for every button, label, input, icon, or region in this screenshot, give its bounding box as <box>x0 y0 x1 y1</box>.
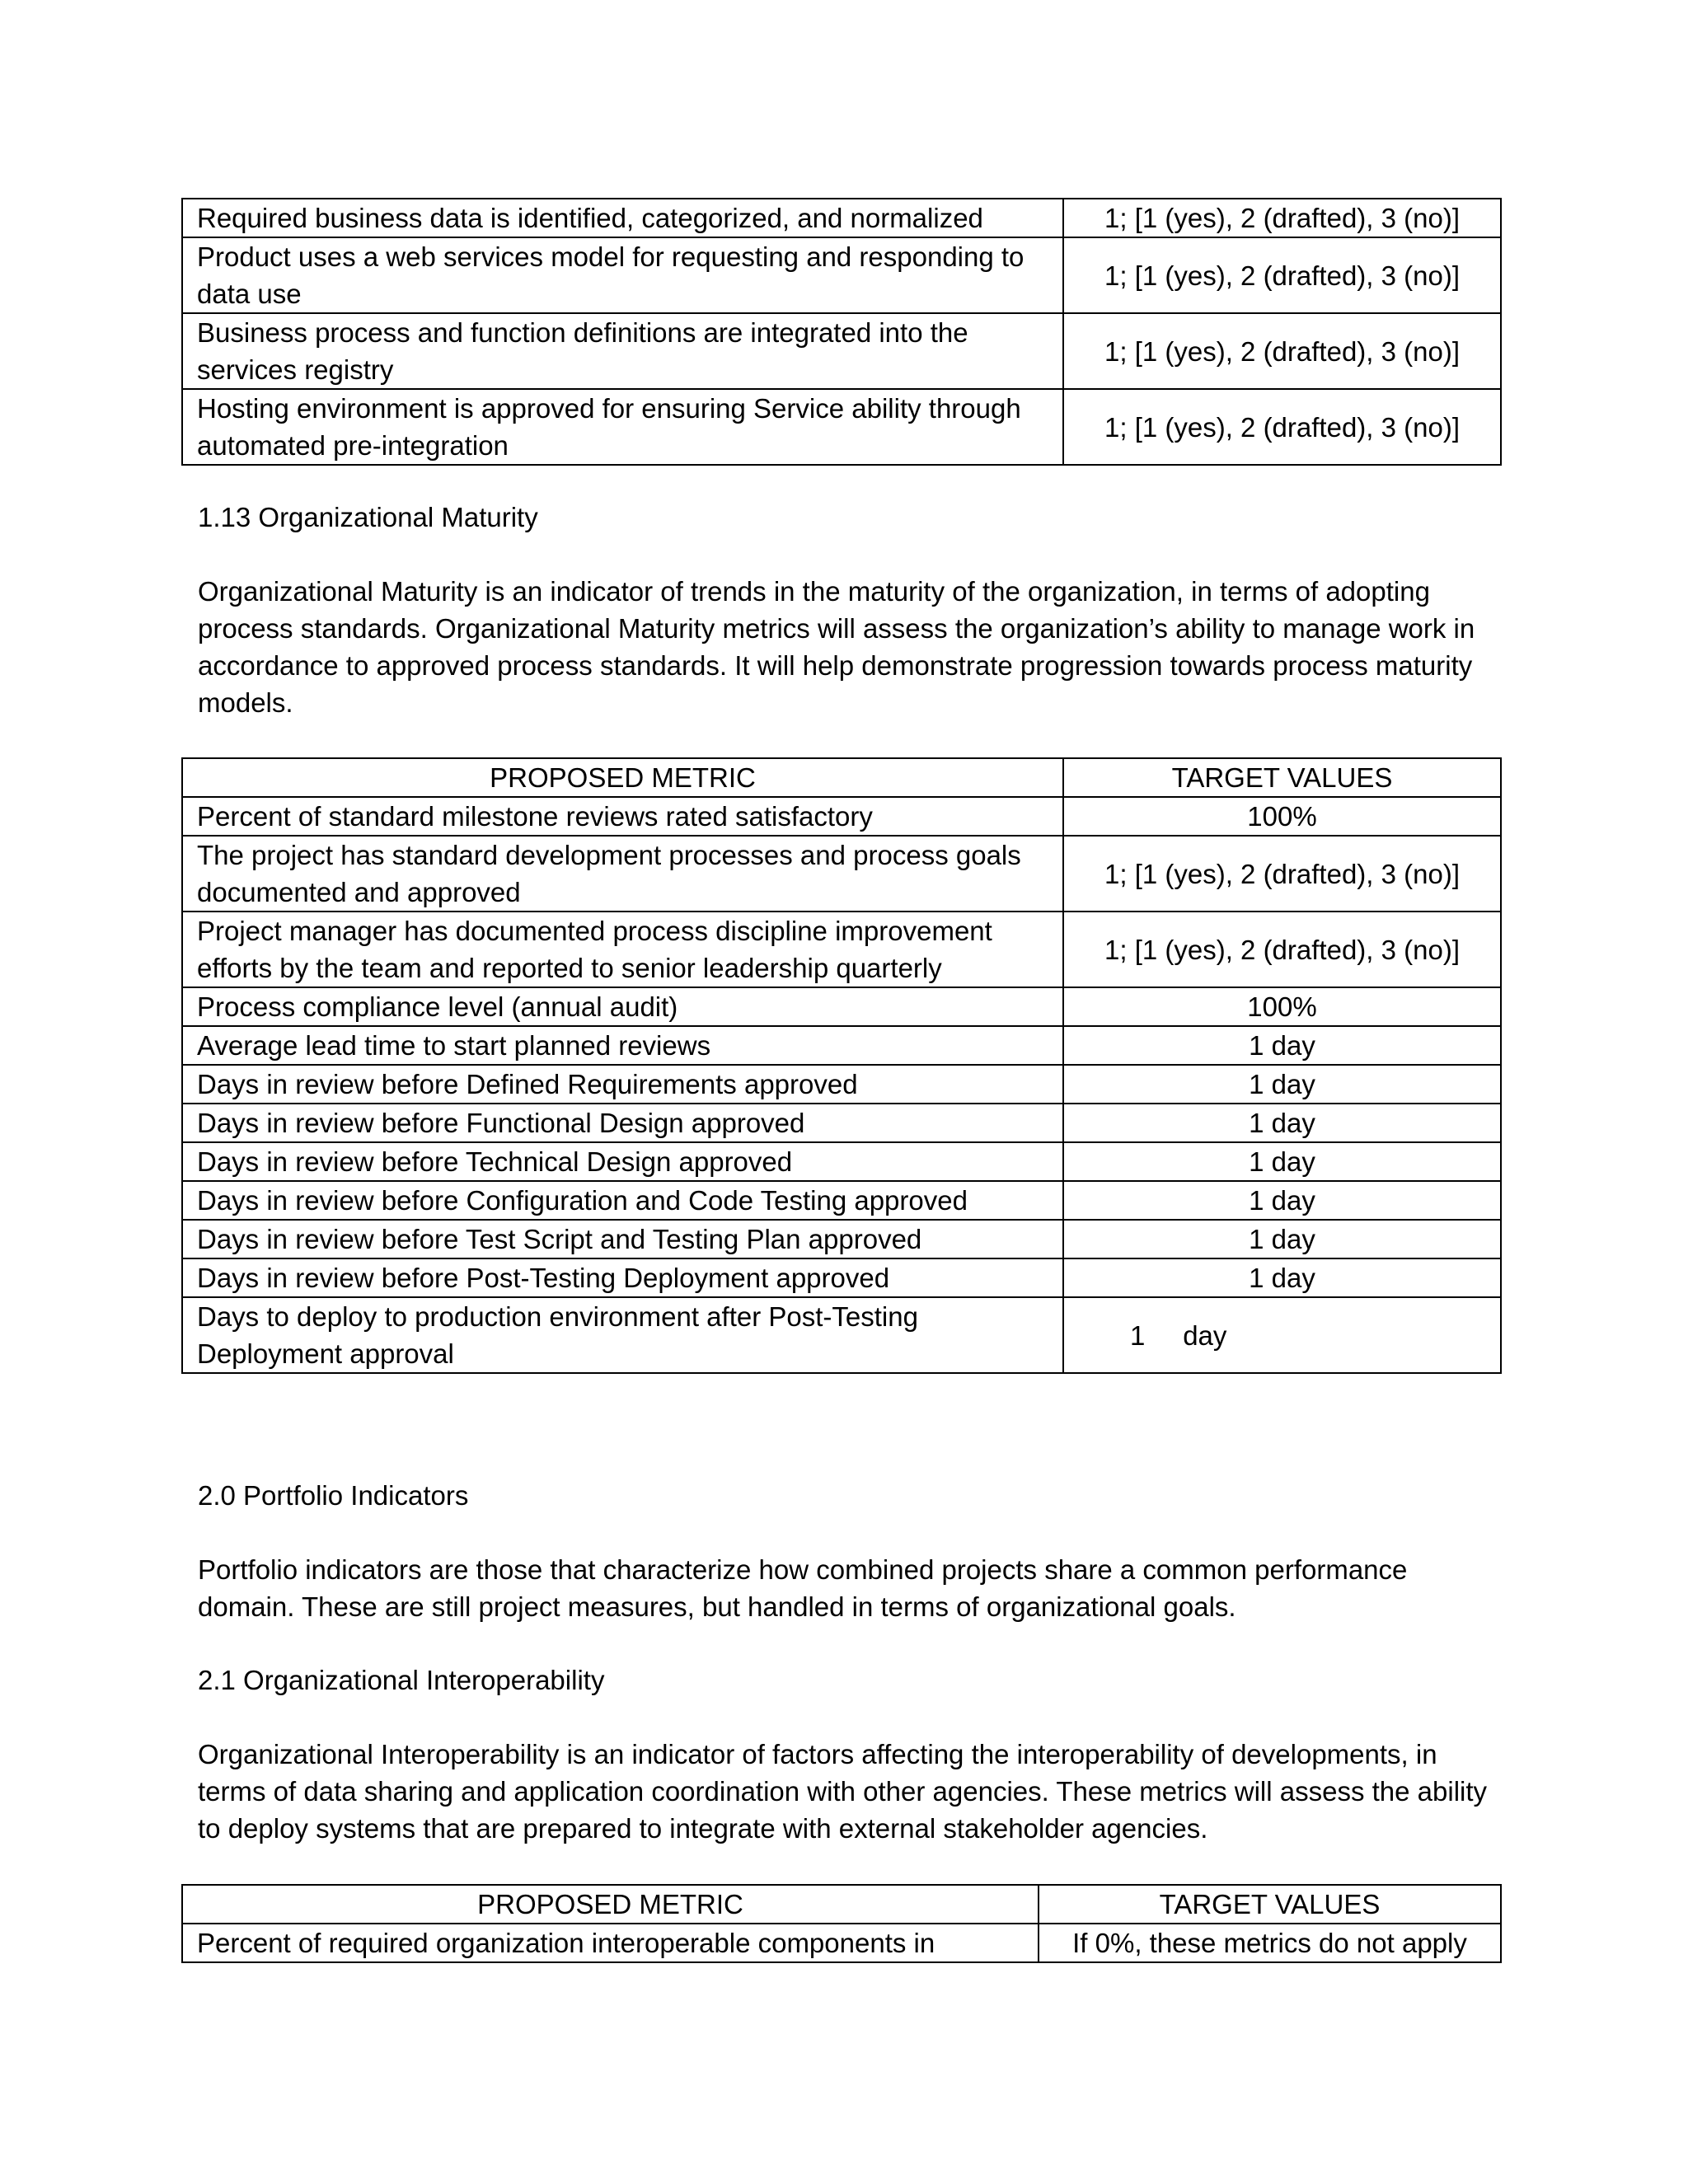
metric-cell: The project has standard development processes and process goals documented and approved <box>182 836 1063 912</box>
target-cell: 1 day <box>1063 1104 1501 1142</box>
metric-cell: Days to deploy to production environment after Post-Testing Deployment approval <box>182 1297 1063 1373</box>
metric-cell: Required business data is identified, categorized, and normalized <box>182 199 1063 237</box>
section-heading: 2.0 Portfolio Indicators <box>198 1480 469 1511</box>
table-row <box>182 987 1501 1026</box>
metric-cell: Hosting environment is approved for ensuring Service ability through automated pre-integration <box>182 389 1063 465</box>
metric-cell: Percent of required organization interoperable components in <box>182 1924 1039 1962</box>
table-row <box>182 1297 1501 1373</box>
metric-cell: Days in review before Test Script and Testing Plan approved <box>182 1220 1063 1258</box>
metric-cell: Days in review before Functional Design approved <box>182 1104 1063 1142</box>
metric-cell: Percent of standard milestone reviews rated satisfactory <box>182 797 1063 836</box>
table-header-row <box>182 758 1501 797</box>
organizational-interoperability-table <box>181 1884 1502 1963</box>
metric-cell: Days in review before Technical Design approved <box>182 1142 1063 1181</box>
table-row <box>182 1104 1501 1142</box>
table-row <box>182 1142 1501 1181</box>
section-heading: 1.13 Organizational Maturity <box>198 502 538 532</box>
target-cell: 100% <box>1063 797 1501 836</box>
metric-cell: Days in review before Post-Testing Deployment approved <box>182 1258 1063 1297</box>
target-cell: 1 day <box>1063 1181 1501 1220</box>
section-heading: 2.1 Organizational Interoperability <box>198 1665 605 1695</box>
target-cell: 1; [1 (yes), 2 (drafted), 3 (no)] <box>1063 836 1501 912</box>
table-row <box>182 1065 1501 1104</box>
organizational-maturity-table <box>181 757 1502 1374</box>
table-row <box>182 1258 1501 1297</box>
target-cell: 1 day <box>1063 1297 1501 1373</box>
target-cell: 1; [1 (yes), 2 (drafted), 3 (no)] <box>1063 313 1501 389</box>
target-cell: 100% <box>1063 987 1501 1026</box>
capability-metrics-table <box>181 198 1502 466</box>
metric-cell: Average lead time to start planned reviews <box>182 1026 1063 1065</box>
table-row <box>182 912 1501 987</box>
table-row <box>182 199 1501 237</box>
column-header-target: TARGET VALUES <box>1063 758 1501 797</box>
section-paragraph: Portfolio indicators are those that characterize how combined projects share a common performance domain. These are still project measures, but handled in terms of organizational goals. <box>198 1554 1408 1622</box>
table-header-row <box>182 1885 1501 1924</box>
table-row <box>182 1220 1501 1258</box>
target-cell: 1 day <box>1063 1258 1501 1297</box>
metric-cell: Process compliance level (annual audit) <box>182 987 1063 1026</box>
target-cell: 1; [1 (yes), 2 (drafted), 3 (no)] <box>1063 389 1501 465</box>
metric-cell: Product uses a web services model for requesting and responding to data use <box>182 237 1063 313</box>
table-row <box>182 836 1501 912</box>
metric-cell: Days in review before Configuration and Code Testing approved <box>182 1181 1063 1220</box>
table-row <box>182 1026 1501 1065</box>
target-cell: 1; [1 (yes), 2 (drafted), 3 (no)] <box>1063 912 1501 987</box>
target-cell: 1; [1 (yes), 2 (drafted), 3 (no)] <box>1063 199 1501 237</box>
target-cell: 1 day <box>1063 1026 1501 1065</box>
table-row <box>182 313 1501 389</box>
target-cell: 1 day <box>1063 1142 1501 1181</box>
table-row <box>182 237 1501 313</box>
column-header-metric: PROPOSED METRIC <box>182 1885 1039 1924</box>
target-cell: 1; [1 (yes), 2 (drafted), 3 (no)] <box>1063 237 1501 313</box>
metric-cell: Project manager has documented process discipline improvement efforts by the team and reported to senior leadership quarterly <box>182 912 1063 987</box>
target-cell: 1 day <box>1063 1220 1501 1258</box>
section-paragraph: Organizational Maturity is an indicator of trends in the maturity of the organization, in terms of adopting process standards. Organizational Maturity metrics will assess the organization’s ability to manage work in accordance to approved process standards. It will help demonstrate progression towards process maturity models. <box>198 576 1475 718</box>
target-cell: 1 day <box>1063 1065 1501 1104</box>
table-row <box>182 1924 1501 1962</box>
target-cell: If 0%, these metrics do not apply <box>1039 1924 1501 1962</box>
table-row <box>182 389 1501 465</box>
table-row <box>182 1181 1501 1220</box>
metric-cell: Business process and function definitions are integrated into the services registry <box>182 313 1063 389</box>
column-header-target: TARGET VALUES <box>1039 1885 1501 1924</box>
section-paragraph: Organizational Interoperability is an indicator of factors affecting the interoperability of developments, in terms of data sharing and application coordination with other agencies. These metrics will assess the ability to deploy systems that are prepared to integrate with external stakeholder agencies. <box>198 1739 1488 1844</box>
metric-cell: Days in review before Defined Requirements approved <box>182 1065 1063 1104</box>
column-header-metric: PROPOSED METRIC <box>182 758 1063 797</box>
table-row <box>182 797 1501 836</box>
